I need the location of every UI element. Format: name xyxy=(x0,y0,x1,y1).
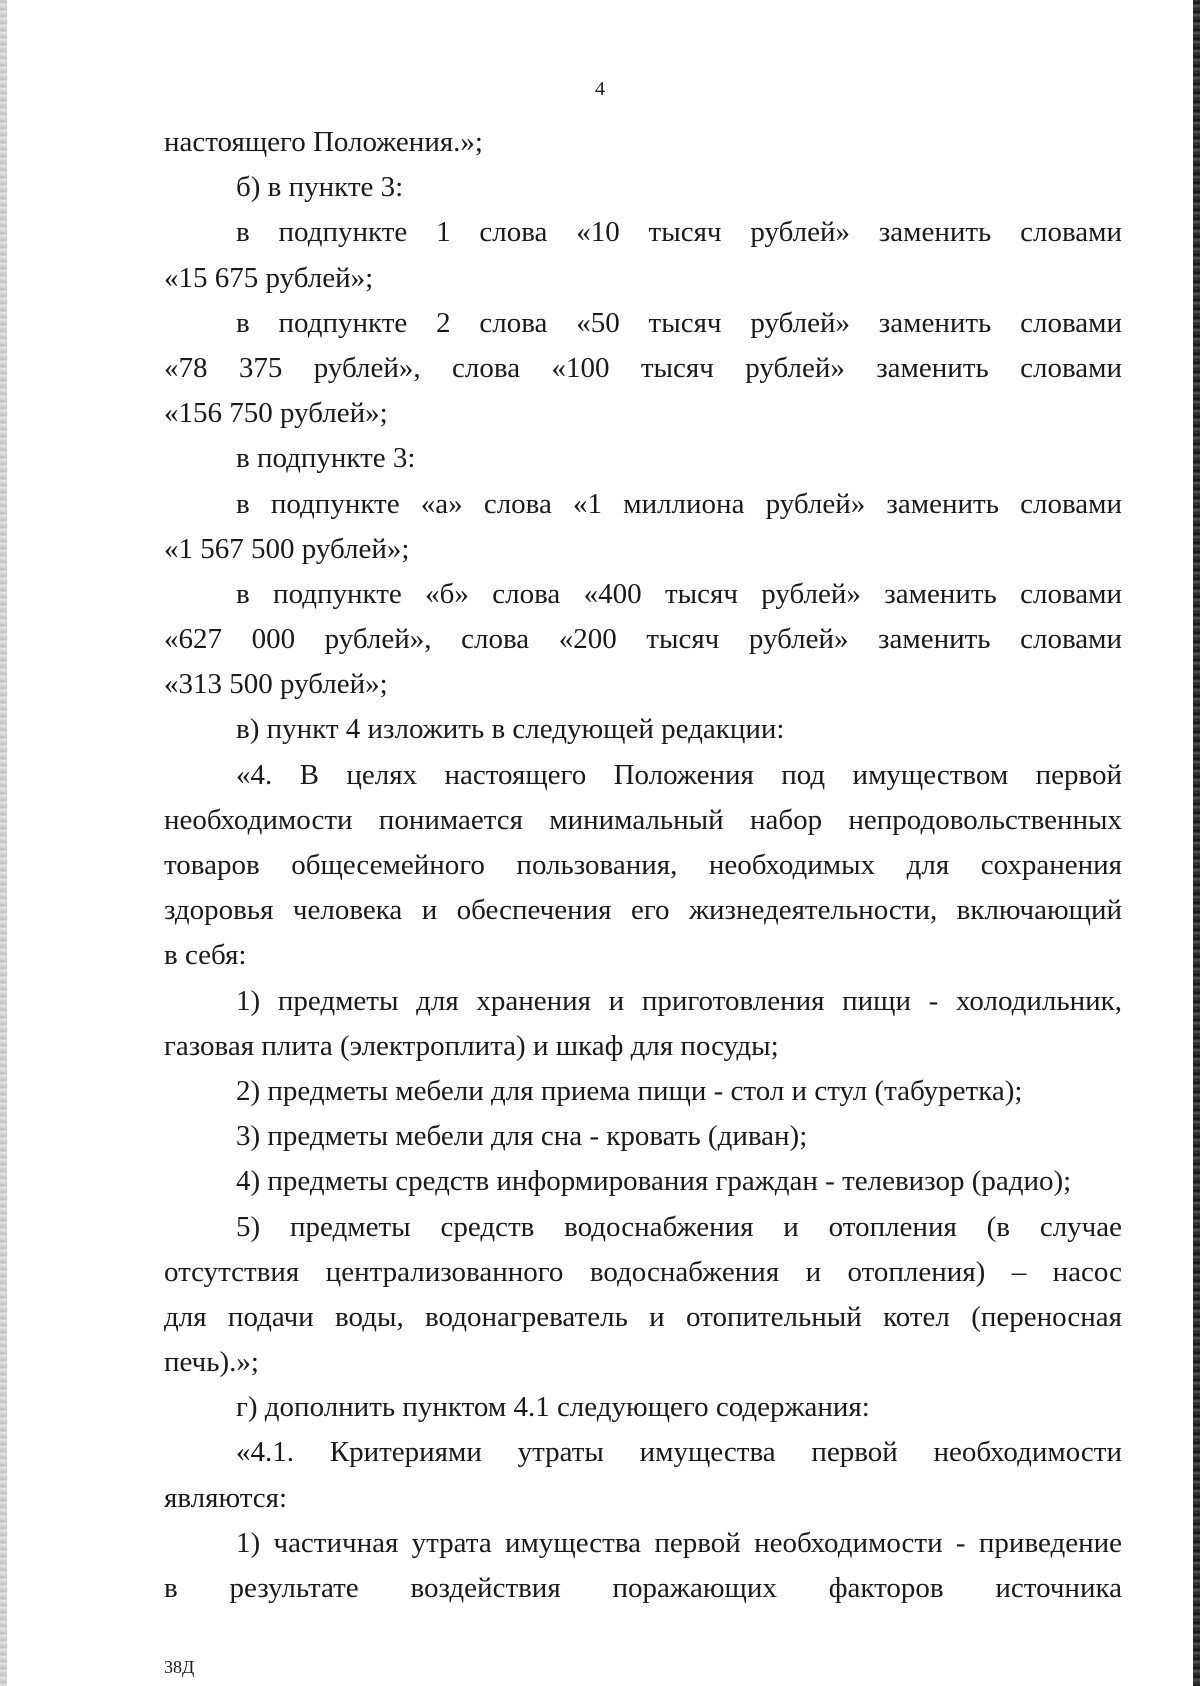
text-line: «1 567 500 рублей»; xyxy=(164,532,410,565)
text-line: «156 750 рублей»; xyxy=(164,397,388,430)
text-line: 3) предметы мебели для сна - кровать (диван); xyxy=(236,1120,808,1153)
text-line: в результате воздействия поражающих факторов источника xyxy=(164,1572,1122,1604)
text-line: 4) предметы средств информирования граждан - телевизор (радио); xyxy=(236,1165,1072,1198)
document-body xyxy=(164,120,1122,1611)
page-number: 4 xyxy=(595,78,605,100)
text-line: в подпункте «б» слова «400 тысяч рублей» заменить словами xyxy=(236,577,1122,610)
text-line: товаров общесемейного пользования, необходимых для сохранения xyxy=(164,849,1122,881)
text-line: в подпункте 2 слова «50 тысяч рублей» заменить словами xyxy=(236,306,1122,339)
text-line: в себя: xyxy=(164,939,247,972)
text-line: «4. В целях настоящего Положения под имуществом первой xyxy=(236,758,1122,791)
text-line: «627 000 рублей», слова «200 тысяч рублей» заменить словами xyxy=(164,623,1122,656)
text-line: настоящего Положения.»; xyxy=(164,126,483,158)
text-line: в подпункте 1 слова «10 тысяч рублей» заменить словами xyxy=(236,216,1122,249)
text-line: «15 675 рублей»; xyxy=(164,261,374,294)
text-line: отсутствия централизованного водоснабжения и отопления) – насос xyxy=(164,1255,1122,1288)
text-line: являются: xyxy=(164,1481,288,1514)
text-line: 5) предметы средств водоснабжения и отопления (в случае xyxy=(236,1210,1122,1243)
text-line: г) дополнить пунктом 4.1 следующего содержания: xyxy=(236,1391,870,1424)
text-line: газовая плита (электроплита) и шкаф для посуды; xyxy=(164,1029,779,1062)
text-line: 1) частичная утрата имущества первой необходимости - приведение xyxy=(236,1526,1122,1559)
text-line: печь).»; xyxy=(164,1346,259,1379)
text-line: 1) предметы для хранения и приготовления пищи - холодильник, xyxy=(236,984,1122,1017)
text-line: «78 375 рублей», слова «100 тысяч рублей» заменить словами xyxy=(164,351,1122,384)
text-line: здоровья человека и обеспечения его жизнедеятельности, включающий xyxy=(164,894,1122,927)
text-line: в подпункте «а» слова «1 миллиона рублей» заменить словами xyxy=(236,487,1122,520)
text-line: в подпункте 3: xyxy=(236,442,416,475)
text-line: необходимости понимается минимальный набор непродовольственных xyxy=(164,803,1122,836)
footer-document-code: 38Д xyxy=(164,1657,195,1677)
text-line: б) в пункте 3: xyxy=(236,171,404,204)
text-line: «313 500 рублей»; xyxy=(164,668,388,701)
text-line: для подачи воды, водонагреватель и отопительный котел (переносная xyxy=(164,1300,1122,1333)
text-line: «4.1. Критериями утраты имущества первой необходимости xyxy=(236,1436,1122,1469)
text-line: 2) предметы мебели для приема пищи - стол и стул (табуретка); xyxy=(236,1074,1023,1107)
scan-edge-right xyxy=(1193,0,1200,1686)
scan-edge-left xyxy=(0,0,7,1686)
text-line: в) пункт 4 изложить в следующей редакции: xyxy=(236,713,785,746)
